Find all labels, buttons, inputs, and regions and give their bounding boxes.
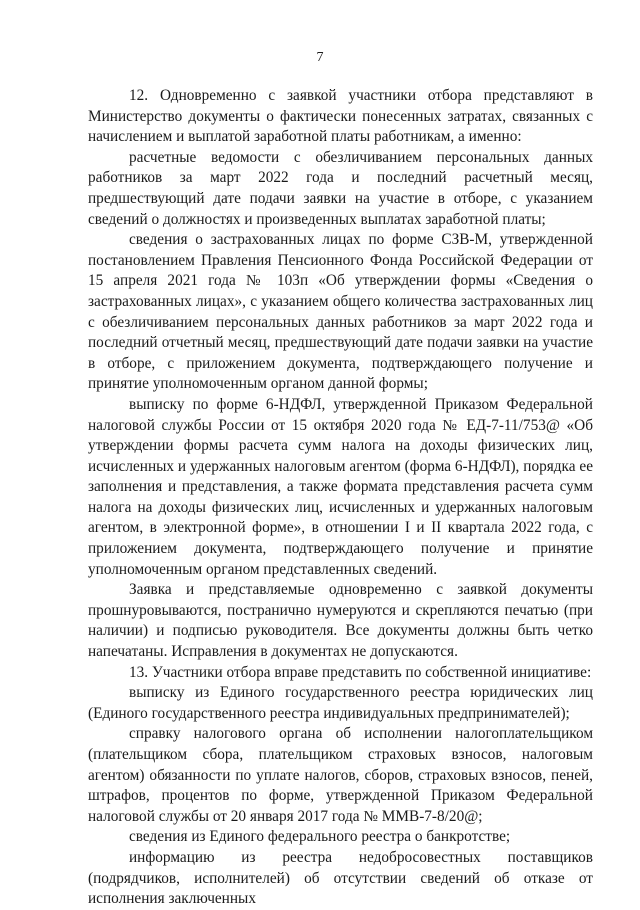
paragraph-egrul-extract: выписку из Единого государственного реестра юридических лиц (Единого государственного реестра индивидуальных предпринимателей); [88,684,593,722]
paragraph-bankruptcy-registry: сведения из Единого федерального реестра о банкротстве; [129,828,511,846]
paragraph-tax-certificate: справку налогового органа об исполнении налогоплательщиком (плательщиком сбора, плательщиком страховых взносов, налоговым агентом) обязанности по уплате налогов, сборов, страховых взносов, пеней, штрафов, процентов по форме, утвержденной Приказом Федеральной налоговой службы от 20 января 2017 года № ММВ-7-8/20@; [88,725,593,825]
paragraph-szv-m: сведения о застрахованных лицах по форме СЗВ-М, утвержденной постановлением Правления Пенсионного Фонда Российской Федерации от 15 апреля 2021 года № 103п «Об утверждении формы «Сведения о застрахованных лицах», с указанием общего количества застрахованных лиц с обезличиванием персональных данных работников за март 2022 года и последний отчетный месяц, предшествующий дате подачи заявки на участие в отборе, с приложением документа, подтверждающего получение и принятие уполномоченным органом данной формы; [88,231,593,393]
paragraph-unscrupulous-suppliers: информацию из реестра недобросовестных поставщиков (подрядчиков, исполнителей) об отсутствии сведений об отказе от исполнения заключенных [88,848,593,908]
paragraph-12-intro: 12. Одновременно с заявкой участники отбора представляют в Министерство документы о фактически понесенных затратах, связанных с начислением и выплатой заработной платы работникам, а именно: [88,87,593,146]
document-body [88,86,593,910]
page-number: 7 [316,50,324,65]
paragraph-13-intro: 13. Участники отбора вправе представить по собственной инициативе: [129,663,592,681]
paragraph-application-binding: Заявка и представляемые одновременно с заявкой документы прошнуровываются, постранично нумеруются и скрепляются печатью (при наличии) и подписью руководителя. Все документы должны быть четко напечатаны. Исправления в документах не допускаются. [88,581,593,661]
paragraph-6-ndfl: выписку по форме 6-НДФЛ, утвержденной Приказом Федеральной налоговой службы России от 15 октября 2020 года № ЕД-7-11/753@ «Об утверждении формы расчета сумм налога на доходы физических лиц, исчисленных и удержанных налоговым агентом (форма 6-НДФЛ), порядка ее заполнения и представления, а также формата представления расчета сумм налога на доходы физических лиц, исчисленных и удержанных налоговым агентом, в электронной форме», в отношении I и II квартала 2022 года, с приложением документа, подтверждающего получение и принятие уполномоченным органом представленных сведений. [88,395,593,578]
paragraph-payroll-statements: расчетные ведомости с обезличиванием персональных данных работников за март 2022 года и последний расчетный месяц, предшествующий дате подачи заявки на участие в отборе, с указанием сведений о должностях и произведенных выплатах заработной платы; [88,148,593,228]
